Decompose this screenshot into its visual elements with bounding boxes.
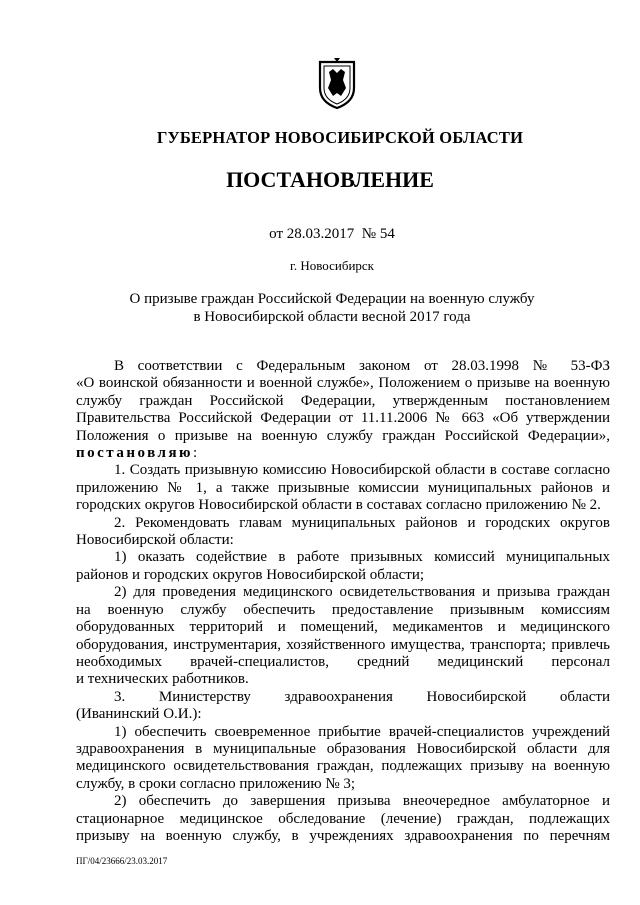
document-body xyxy=(76,358,610,845)
subject-heading xyxy=(12,290,640,326)
body-line: необходимых врачей-специалистов, средний медицинский персонал xyxy=(76,653,610,670)
subject-line: О призыве граждан Российской Федерации на военную службу xyxy=(129,291,535,307)
resolve-line xyxy=(76,445,610,462)
body-line: и технических работников. xyxy=(76,671,249,688)
body-line: оборудования, инструментария, хозяйственного имущества, транспорта; привлечь xyxy=(76,636,610,653)
coat-of-arms-icon xyxy=(316,58,358,110)
body-line: Новосибирской области: xyxy=(76,532,234,549)
body-line: здравоохранения в муниципальные образования Новосибирской области для xyxy=(76,740,610,757)
resolve-word: постановляю xyxy=(76,445,194,462)
body-line: районов и городских округов Новосибирской области; xyxy=(76,566,425,583)
body-line: Правительства Российской Федерации от 11.11.2006 № 663 «Об утверждении xyxy=(76,410,610,427)
footer-document-code: ПГ/04/23666/23.03.2017 xyxy=(76,856,168,866)
body-line: службу граждан Российской Федерации, утвержденным постановлением xyxy=(76,392,610,409)
body-line: стационарное медицинское обследование (лечение) граждан, подлежащих xyxy=(76,810,610,827)
body-line: 2. Рекомендовать главам муниципальных районов и городских округов xyxy=(114,514,610,531)
document-title: ПОСТАНОВЛЕНИЕ xyxy=(226,167,434,192)
body-line: 3. Министерству здравоохранения Новосибирской области xyxy=(114,688,610,705)
resolve-colon: : xyxy=(193,445,198,462)
body-line: (Иванинский О.И.): xyxy=(76,706,202,723)
body-line: 1) оказать содействие в работе призывных комиссий муниципальных xyxy=(114,549,610,566)
body-line: приложению № 1, а также призывные комиссии муниципальных районов и xyxy=(76,479,610,496)
body-line: 2) обеспечить до завершения призыва внеочередное амбулаторное и xyxy=(114,793,610,810)
body-line: Положения о призыве на военную службу граждан Российской Федерации», xyxy=(76,427,610,444)
body-line: медицинского освидетельствования граждан, подлежащих призыву на военную xyxy=(76,758,610,775)
body-line: призыву на военную службу, в учреждениях здравоохранения по перечням xyxy=(76,827,610,844)
body-line: оборудованных территорий и помещений, медикаментов и медицинского xyxy=(76,619,610,636)
city-line: г. Новосибирск xyxy=(289,258,374,273)
body-line: на военную службу обеспечить предоставление призывным комиссиям xyxy=(76,601,610,618)
date-number-line: от 28.03.2017 № 54 xyxy=(269,226,395,242)
body-line: «О воинской обязанности и военной службе», Положением о призыве на военную xyxy=(76,375,610,392)
body-line: 1. Создать призывную комиссию Новосибирской области в составе согласно xyxy=(114,462,610,479)
body-line: 2) для проведения медицинского освидетельствования и призыва граждан xyxy=(114,584,610,601)
subject-line: в Новосибирской области весной 2017 года xyxy=(193,309,471,325)
body-line: службу, в сроки согласно приложению № 3; xyxy=(76,775,356,792)
authority-heading: ГУБЕРНАТОР НОВОСИБИРСКОЙ ОБЛАСТИ xyxy=(156,128,524,147)
body-line: 1) обеспечить своевременное прибытие врачей-специалистов учреждений xyxy=(114,723,610,740)
body-line: городских округов Новосибирской области в составах согласно приложению № 2. xyxy=(76,497,601,514)
body-line: В соответствии с Федеральным законом от 28.03.1998 № 53-ФЗ xyxy=(114,358,610,374)
